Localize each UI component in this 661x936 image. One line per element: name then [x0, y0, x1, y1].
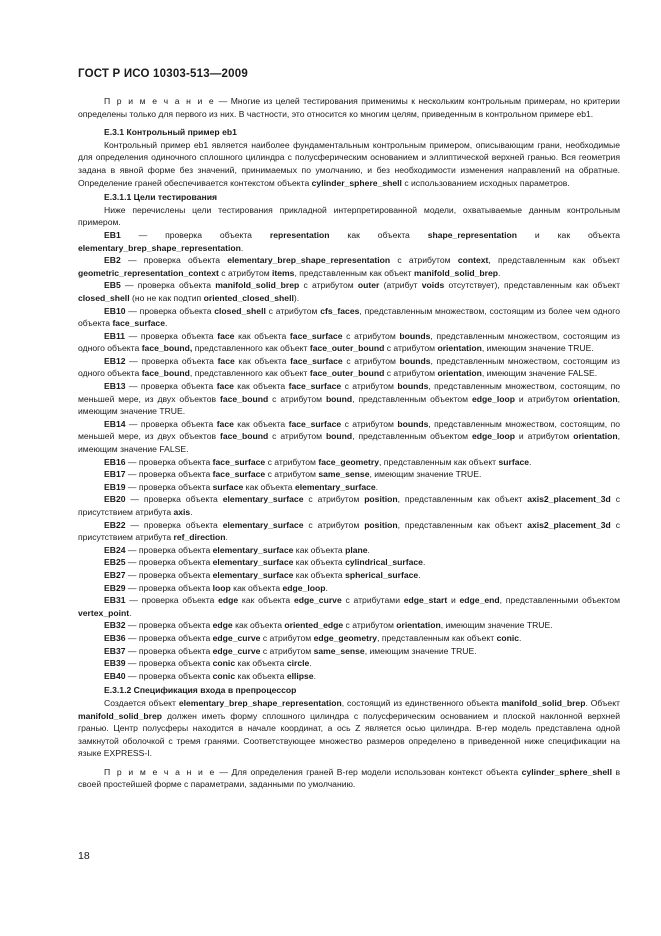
- entity-name: edge_loop: [282, 582, 326, 593]
- text-run: , представленным множеством, состоящим, по меньшей мере, из двух объектов: [78, 381, 621, 404]
- text-run: . Объект: [585, 697, 620, 708]
- objective-item-eb19: [78, 481, 620, 494]
- text-run: — проверка объекта: [125, 381, 217, 392]
- entity-name: edge_loop: [471, 393, 515, 404]
- note-text: — Многие из целей тестирования применимы к нескольким контрольным примерам, но критерии определены только для первого из них. В частности, это относится ко многим целям, приведенным в контрольном примере eb1.: [78, 96, 620, 119]
- text-run: .: [313, 670, 316, 681]
- text-run: — проверка объекта: [120, 255, 228, 266]
- entity-name: face_surface: [288, 381, 342, 392]
- entity-name: manifold_solid_brep: [413, 267, 498, 278]
- text-run: .: [422, 557, 426, 568]
- entity-name: face_surface: [290, 355, 343, 366]
- text-run: и атрибутом: [514, 431, 574, 442]
- text-run: , представленным как объект: [488, 255, 621, 266]
- objective-item-eb25: [78, 556, 620, 569]
- entity-name: elementary_surface: [212, 557, 294, 568]
- text-run: , имеющим значение FALSE.: [481, 368, 598, 379]
- text-run: Контрольный пример eb1 является наиболее фундаментальным контрольным примером, описывающим грани, необходимые для определения одиночного сплошного цилиндра с полусферическим основанием и эллиптической верхней гранью. Вся геометрия задана в явной форме без значений, принимаемых по умолчанию, и без необходимости изменения направлений на обратные. Определение граней обеспечивается контекстом объекта: [78, 139, 620, 188]
- entity-name: elementary_surface: [222, 519, 304, 530]
- objective-code: EB17: [104, 469, 126, 480]
- entity-name: edge_curve: [212, 632, 261, 643]
- entity-name: edge: [218, 595, 239, 606]
- objective-code: EB10: [104, 305, 126, 316]
- text-run: , представленным множеством, состоящим, по меньшей мере, из двух объектов: [78, 418, 621, 442]
- text-run: как объекта: [230, 582, 283, 593]
- entity-name: closed_shell: [214, 305, 266, 316]
- section-heading-e31: [78, 126, 620, 139]
- text-run: , представленным как объект: [294, 267, 414, 278]
- entity-name: elementary_brep_shape_representation: [78, 242, 241, 253]
- text-run: , имеющим значение TRUE.: [481, 343, 594, 354]
- entity-name: edge: [212, 620, 233, 631]
- entity-name: bound: [325, 393, 353, 404]
- objective-item-eb36: [78, 632, 620, 645]
- objective-item-eb20: [78, 493, 620, 518]
- objective-item-eb32: [78, 619, 620, 632]
- entity-name: representation: [269, 229, 330, 240]
- text-run: с атрибутом: [265, 305, 321, 316]
- text-run: с атрибутом: [342, 355, 400, 366]
- text-run: , имеющим значение TRUE.: [364, 645, 477, 656]
- section-title: E.3.1.1 Цели тестирования: [104, 192, 217, 203]
- text-run: с атрибутом: [390, 255, 458, 266]
- objective-item-eb16: [78, 456, 620, 469]
- entity-name: face_bound,: [141, 343, 193, 354]
- text-run: , представленным как объект: [377, 632, 497, 643]
- note-paragraph: [78, 95, 620, 120]
- text-run: как объекта: [233, 381, 289, 392]
- objective-item-eb37: [78, 645, 620, 658]
- entity-name: face_bound: [219, 431, 269, 442]
- page-content: [78, 95, 620, 791]
- text-run: как объекта: [293, 569, 346, 580]
- note-label: П р и м е ч а н и е: [104, 96, 216, 106]
- entity-name: face_bound: [219, 393, 269, 404]
- entity-name: geometric_representation_context: [78, 267, 219, 278]
- entity-name: elementary_surface: [212, 569, 294, 580]
- objective-item-eb2: [78, 254, 620, 279]
- note-text: в своей простейшей форме с параметрами, заданными по умолчанию.: [78, 766, 621, 790]
- text-run: — проверка объекта: [125, 456, 213, 467]
- text-run: , имеющим значение FALSE.: [78, 431, 620, 455]
- entity-name: oriented_closed_shell: [203, 292, 294, 303]
- text-run: , представленным объектом: [352, 431, 472, 442]
- text-run: , представленным как объект: [397, 494, 528, 505]
- entity-name: edge_curve: [212, 645, 261, 656]
- entity-name: conic: [212, 658, 236, 669]
- objective-item-eb5: [78, 279, 620, 304]
- text-run: — проверка объекта: [125, 645, 213, 656]
- text-run: ).: [293, 292, 300, 303]
- text-run: с использованием исходных параметров.: [401, 177, 570, 188]
- entity-name: manifold_solid_brep: [501, 697, 586, 708]
- objective-code: EB39: [104, 658, 126, 669]
- objective-item-eb12: [78, 355, 620, 380]
- text-run: .: [165, 318, 168, 329]
- text-run: .: [375, 481, 379, 492]
- page-number: 18: [78, 850, 90, 862]
- entity-name: edge_curve: [293, 595, 342, 606]
- text-run: как объекта: [235, 658, 287, 669]
- text-run: и как объекта: [517, 229, 620, 240]
- text-run: — проверка объекта: [120, 280, 216, 291]
- entity-name: bounds: [397, 418, 429, 429]
- entity-name: elementary_brep_shape_representation: [227, 255, 391, 266]
- text-run: как объекта: [238, 595, 294, 606]
- entity-name: orientation: [437, 368, 482, 379]
- entity-name: face: [216, 418, 234, 429]
- text-run: — проверка объекта: [125, 595, 219, 606]
- entity-name: axis: [173, 507, 191, 517]
- text-run: — проверка объекта: [120, 229, 270, 240]
- entity-name: face_geometry: [318, 456, 380, 467]
- text-run: как объекта: [293, 557, 346, 568]
- objective-code: EB25: [104, 557, 126, 568]
- text-run: и атрибутом: [514, 393, 574, 404]
- text-run: с атрибутом: [265, 456, 319, 467]
- text-run: .: [418, 569, 421, 580]
- text-run: .: [498, 267, 501, 278]
- objective-item-eb22: [78, 519, 620, 544]
- entity-name: items: [272, 267, 295, 278]
- objective-code: EB20: [104, 494, 126, 505]
- entity-name: voids: [421, 280, 445, 291]
- objective-code: EB16: [104, 456, 126, 467]
- entity-name: circle: [286, 658, 310, 669]
- section-title: E.3.1.2 Спецификация входа в препроцессор: [104, 685, 297, 696]
- entity-name: ref_direction: [173, 532, 226, 543]
- objective-code: EB36: [104, 632, 126, 643]
- entity-name: axis2_placement_3d: [527, 519, 611, 530]
- text-run: с атрибутом: [218, 267, 273, 278]
- text-run: как объекта: [235, 670, 287, 681]
- entity-name: elementary_surface: [212, 544, 294, 555]
- section-heading-e312: [78, 684, 620, 697]
- text-run: , представленным множеством, состоящим из одного объекта: [78, 330, 620, 354]
- text-run: — проверка объекта: [125, 418, 217, 429]
- text-run: с присутствием атрибута: [78, 494, 621, 517]
- objective-code: EB2: [104, 255, 121, 266]
- text-run: .: [519, 632, 522, 643]
- text-run: с атрибутами: [341, 595, 404, 606]
- section-e312-paragraph: [78, 697, 620, 760]
- text-run: , представленными объектом: [499, 595, 620, 606]
- entity-name: face_bound: [141, 368, 190, 379]
- text-run: с атрибутом: [260, 645, 314, 656]
- entity-name: manifold_solid_brep: [215, 280, 300, 291]
- text-run: — проверка объекта: [125, 569, 213, 580]
- objective-item-eb24: [78, 544, 620, 557]
- objective-code: EB14: [104, 418, 126, 429]
- text-run: — проверка объекта: [125, 355, 218, 366]
- text-run: как объекта: [234, 330, 290, 341]
- entity-name: manifold_solid_brep: [78, 710, 163, 721]
- objective-item-eb31: [78, 594, 620, 619]
- text-run: — проверка объекта: [125, 658, 213, 669]
- text-run: как объекта: [329, 229, 428, 240]
- text-run: с атрибутом: [303, 494, 365, 505]
- objective-item-eb27: [78, 569, 620, 582]
- text-run: представленного как объект: [192, 343, 310, 354]
- entity-name: face_surface: [112, 318, 165, 329]
- text-run: , представленного как объект: [189, 368, 310, 379]
- entity-name: elementary_brep_shape_representation: [178, 697, 342, 708]
- entity-name: spherical_surface: [345, 569, 419, 580]
- text-run: — проверка объекта: [125, 557, 213, 568]
- text-run: , представленным как объект: [397, 519, 528, 530]
- entity-name: shape_representation: [427, 229, 518, 240]
- entity-name: loop: [212, 582, 231, 593]
- note-paragraph-2: [78, 766, 620, 791]
- entity-name: same_sense: [313, 645, 365, 656]
- text-run: — проверка объекта: [125, 632, 213, 643]
- entity-name: face_surface: [288, 418, 342, 429]
- text-run: с присутствием атрибута: [78, 519, 621, 543]
- entity-name: conic: [496, 632, 520, 643]
- text-run: как объекта: [293, 544, 346, 555]
- entity-name: face_outer_bound: [309, 368, 385, 379]
- objective-code: EB24: [104, 544, 126, 555]
- text-run: , имеющим значение TRUE.: [440, 620, 553, 631]
- text-run: с атрибутом: [341, 418, 398, 429]
- objective-code: EB1: [104, 229, 121, 240]
- entity-name: vertex_point: [78, 607, 130, 618]
- text-run: с атрибутом: [303, 519, 365, 530]
- text-run: должен иметь форму сплошного цилиндра с полусферическим основанием и плоской наклонной верхней гранью. Центр полусферы находится в начале координат, а ось Z является осью цилиндра. B-rep модель представлена одной замкнутой оболочкой с тремя гранями. Соответствующее множество размеров определено в приведенной ниже спецификации на языке EXPRESS-I.: [78, 710, 620, 759]
- text-run: с атрибутом: [342, 330, 400, 341]
- text-run: — проверка объекта: [125, 582, 213, 593]
- objective-item-eb14: [78, 418, 620, 456]
- text-run: , представленным множеством, состоящим из более чем одного объекта: [78, 305, 621, 329]
- objective-code: EB32: [104, 620, 126, 631]
- entity-name: edge_end: [459, 595, 500, 606]
- objective-code: EB11: [104, 330, 126, 341]
- text-run: — проверка объекта: [125, 469, 213, 480]
- text-run: — проверка объекта: [125, 330, 218, 341]
- section-heading-e311: [78, 191, 620, 204]
- text-run: (атрибут: [379, 280, 422, 291]
- section-e31-paragraph: [78, 139, 620, 189]
- entity-name: orientation: [396, 620, 441, 631]
- text-run: , представленным как объект: [379, 456, 499, 467]
- text-run: , имеющим значение TRUE.: [369, 469, 482, 480]
- entity-name: surface: [498, 456, 530, 467]
- objective-code: EB5: [104, 280, 121, 291]
- entity-name: face_surface: [289, 330, 343, 341]
- objective-code: EB27: [104, 569, 126, 580]
- objective-item-eb1: [78, 229, 620, 254]
- text-run: , представленным множеством, состоящим из одного объекта: [78, 355, 620, 379]
- entity-name: position: [364, 494, 398, 505]
- entity-name: outer: [357, 280, 380, 291]
- text-run: , имеющим значение TRUE.: [78, 393, 620, 417]
- text-run: , представленным объектом: [352, 393, 472, 404]
- text-run: как объекта: [234, 355, 291, 366]
- objective-item-eb29: [78, 582, 620, 595]
- section-title: E.3.1 Контрольный пример eb1: [104, 127, 237, 138]
- entity-name: cylinder_sphere_shell: [311, 177, 402, 188]
- entity-name: elementary_surface: [222, 494, 304, 505]
- entity-name: edge_loop: [471, 431, 515, 442]
- entity-name: ellipse: [286, 670, 314, 681]
- entity-name: face: [217, 330, 235, 341]
- text-run: — проверка объекта: [125, 544, 213, 555]
- text-run: — проверка объекта: [125, 519, 223, 530]
- objective-item-eb13: [78, 380, 620, 418]
- entity-name: bounds: [399, 355, 431, 366]
- entity-name: bound: [325, 431, 353, 442]
- entity-name: surface: [212, 481, 244, 492]
- objective-item-eb40: [78, 670, 620, 683]
- entity-name: orientation: [573, 393, 618, 404]
- entity-name: orientation: [437, 343, 482, 354]
- entity-name: edge_geometry: [313, 632, 378, 643]
- objectives-list: [78, 229, 620, 682]
- text-run: отсутствует), представленным как объект: [444, 280, 621, 291]
- objective-code: EB22: [104, 519, 126, 530]
- entity-name: position: [364, 519, 398, 530]
- objective-item-eb39: [78, 657, 620, 670]
- text-run: (но не как подтип: [129, 292, 204, 303]
- objective-code: EB40: [104, 670, 126, 681]
- objective-code: EB29: [104, 582, 126, 593]
- objectives-intro: Ниже перечислены цели тестирования прикладной интерпретированной модели, охватываемые данным контрольным примером.: [78, 204, 620, 228]
- objective-item-eb17: [78, 468, 620, 481]
- entity-name: edge_start: [403, 595, 448, 606]
- text-run: .: [190, 507, 193, 517]
- note-label: П р и м е ч а н и е: [104, 766, 216, 777]
- text-run: с атрибутом: [268, 393, 326, 404]
- entity-name: face_surface: [212, 456, 266, 467]
- note-text: — Для определения граней B-rep модели использован контекст объекта: [215, 766, 522, 777]
- entity-name: same_sense: [318, 469, 370, 480]
- text-run: — проверка объекта: [125, 670, 213, 681]
- text-run: с атрибутом: [341, 381, 398, 392]
- entity-name: bounds: [397, 381, 429, 392]
- objective-code: EB12: [104, 355, 126, 366]
- objective-code: EB31: [104, 595, 126, 606]
- entity-name: conic: [212, 670, 236, 681]
- entity-name: context: [457, 255, 489, 266]
- entity-name: bounds: [399, 330, 431, 341]
- text-run: .: [225, 532, 228, 543]
- text-run: с атрибутом: [384, 368, 438, 379]
- entity-name: face_surface: [212, 469, 266, 480]
- entity-name: face_outer_bound: [309, 343, 385, 354]
- text-run: как объекта: [233, 418, 289, 429]
- objective-code: EB19: [104, 481, 126, 492]
- text-run: с атрибутом: [299, 280, 358, 291]
- text-run: и: [447, 595, 460, 606]
- text-run: с атрибутом: [384, 343, 438, 354]
- objective-code: EB13: [104, 381, 126, 392]
- entity-name: orientation: [573, 431, 618, 442]
- text-run: .: [367, 544, 370, 555]
- text-run: Создается объект: [104, 697, 179, 708]
- entity-name: cfs_faces: [320, 305, 360, 316]
- text-run: .: [240, 242, 244, 253]
- text-run: как объекта: [232, 620, 285, 631]
- entity-name: face: [217, 355, 235, 366]
- text-run: .: [529, 456, 532, 467]
- text-run: , состоящий из единственного объекта: [341, 697, 502, 708]
- text-run: с атрибутом: [260, 632, 314, 643]
- entity-name: closed_shell: [78, 292, 130, 303]
- entity-name: axis2_placement_3d: [527, 494, 611, 505]
- text-run: — проверка объекта: [125, 494, 223, 505]
- text-run: .: [129, 607, 132, 618]
- text-run: с атрибутом: [265, 469, 319, 480]
- text-run: — проверка объекта: [125, 620, 213, 631]
- entity-name: cylindrical_surface: [345, 557, 423, 568]
- document-header: ГОСТ Р ИСО 10303-513—2009: [78, 68, 248, 80]
- text-run: — проверка объекта: [125, 305, 215, 316]
- objective-code: EB37: [104, 645, 126, 656]
- text-run: с атрибутом: [268, 431, 326, 442]
- text-run: с атрибутом: [343, 620, 397, 631]
- entity-name: plane: [345, 544, 368, 555]
- text-run: — проверка объекта: [125, 481, 213, 492]
- objective-item-eb11: [78, 330, 620, 355]
- text-run: .: [325, 582, 328, 593]
- entity-name: oriented_edge: [284, 620, 344, 631]
- objective-item-eb10: [78, 305, 620, 330]
- text-run: .: [309, 658, 312, 669]
- text-run: как объекта: [243, 481, 295, 492]
- entity-name: cylinder_sphere_shell: [521, 766, 612, 777]
- entity-name: face: [216, 381, 234, 392]
- entity-name: elementary_surface: [294, 481, 376, 492]
